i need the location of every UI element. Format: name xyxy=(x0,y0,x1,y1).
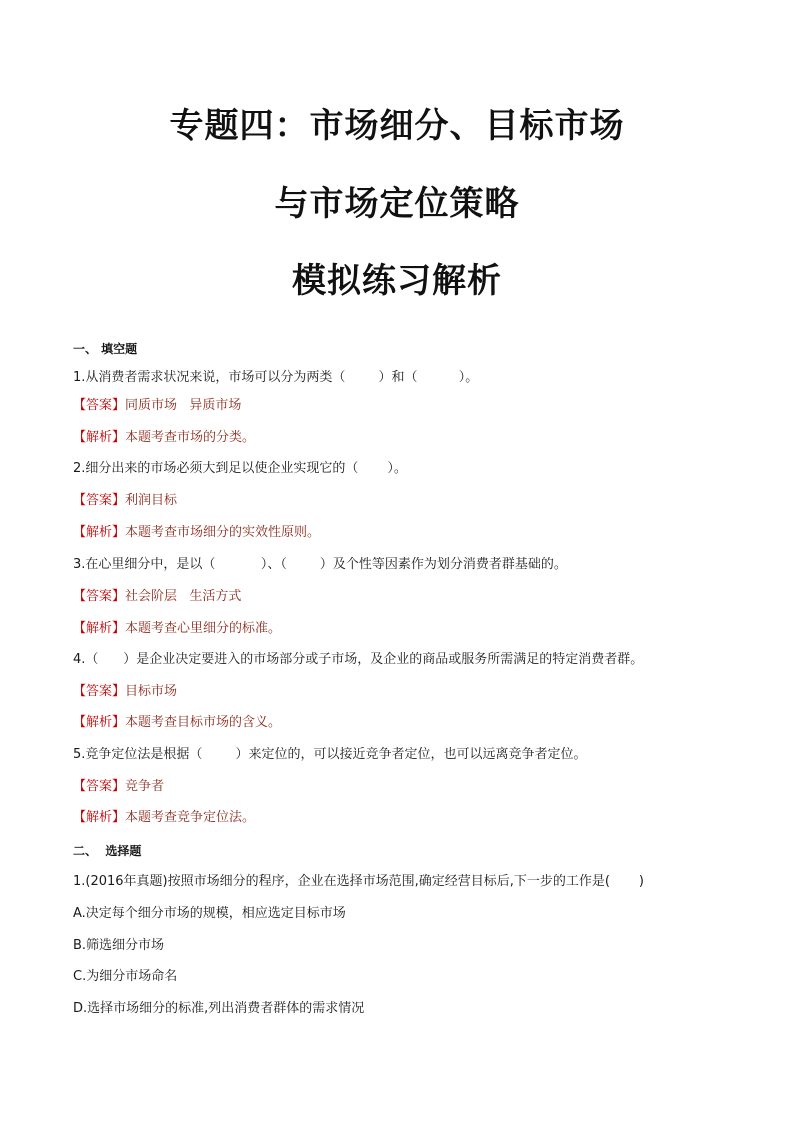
analysis-tag: 【解析】 xyxy=(73,621,126,636)
analysis-text: 本题考查市场的分类。 xyxy=(125,430,256,445)
page-title-line-2: 与市场定位策略 xyxy=(274,184,520,224)
answer-text: 利润目标 xyxy=(125,493,178,508)
question-2: 2.细分出来的市场必须大到足以使企业实现它的（ ）。 xyxy=(73,461,407,476)
analysis-text: 本题考查市场细分的实效性原则。 xyxy=(125,525,321,540)
answer-text: 目标市场 xyxy=(125,684,178,699)
analysis-1 xyxy=(73,429,255,447)
analysis-3 xyxy=(73,620,281,638)
analysis-4 xyxy=(73,714,281,732)
answer-text: 竞争者 xyxy=(125,779,165,794)
answer-tag: 【答案】 xyxy=(73,589,126,604)
choice-option-b: B.筛选细分市场 xyxy=(73,938,165,953)
question-5: 5.竞争定位法是根据（ ）来定位的，可以接近竞争者定位，也可以远离竞争者定位。 xyxy=(73,747,587,762)
question-3: 3.在心里细分中，是以（ ）、（ ）及个性等因素作为划分消费者群基础的。 xyxy=(73,557,567,572)
answer-text: 社会阶层 生活方式 xyxy=(125,589,242,604)
analysis-5 xyxy=(73,809,255,827)
analysis-tag: 【解析】 xyxy=(73,715,126,730)
answer-1 xyxy=(73,397,241,415)
answer-3 xyxy=(73,588,241,606)
choice-question-1: 1.(2016年真题)按照市场细分的程序，企业在选择市场范围,确定经营目标后,下一步的工作是( ) xyxy=(73,874,644,889)
analysis-text: 本题考查目标市场的含义。 xyxy=(125,715,282,730)
answer-tag: 【答案】 xyxy=(73,684,126,699)
choice-option-a: A.决定每个细分市场的规模，相应选定目标市场 xyxy=(73,906,346,921)
choice-option-c: C.为细分市场命名 xyxy=(73,969,178,984)
analysis-text: 本题考查心里细分的标准。 xyxy=(125,621,282,636)
answer-5 xyxy=(73,778,164,796)
analysis-tag: 【解析】 xyxy=(73,430,126,445)
analysis-2 xyxy=(73,524,320,542)
question-1: 1.从消费者需求状况来说，市场可以分为两类（ ）和（ ）。 xyxy=(73,370,479,385)
answer-2 xyxy=(73,492,177,510)
page-title-line-1: 专题四：市场细分、目标市场 xyxy=(169,106,625,146)
answer-text: 同质市场 异质市场 xyxy=(125,398,242,413)
answer-tag: 【答案】 xyxy=(73,398,126,413)
question-4: 4.（ ）是企业决定要进入的市场部分或子市场，及企业的商品或服务所需满足的特定消费者群。 xyxy=(73,652,644,667)
answer-4 xyxy=(73,683,177,701)
answer-tag: 【答案】 xyxy=(73,779,126,794)
section-heading-fill-blank: 一、 填空题 xyxy=(73,342,138,356)
choice-option-d: D.选择市场细分的标准,列出消费者群体的需求情况 xyxy=(73,1001,365,1016)
page-title-line-3: 模拟练习解析 xyxy=(292,261,502,301)
section-heading-choice: 二、 选择题 xyxy=(73,844,142,858)
analysis-tag: 【解析】 xyxy=(73,525,126,540)
analysis-tag: 【解析】 xyxy=(73,810,126,825)
answer-tag: 【答案】 xyxy=(73,493,126,508)
analysis-text: 本题考查竞争定位法。 xyxy=(125,810,256,825)
